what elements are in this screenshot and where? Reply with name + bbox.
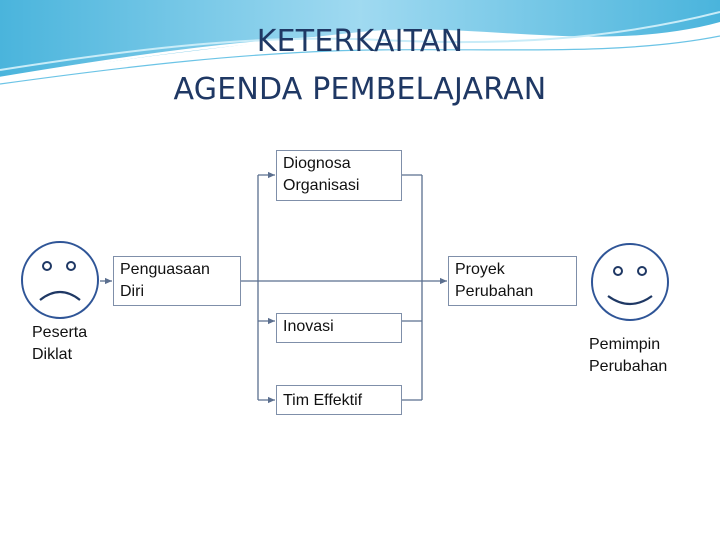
label-pemimpin-perubahan: Pemimpin Perubahan (589, 336, 668, 375)
node-diagnosa-organisasi: Diognosa Organisasi (276, 150, 402, 201)
node-inovasi: Inovasi (276, 313, 402, 343)
node-tim-effektif: Tim Effektif (276, 385, 402, 415)
node-penguasaan-diri: Penguasaan Diri (113, 256, 241, 306)
happy-face-icon (588, 240, 672, 324)
sad-face-icon (18, 238, 102, 322)
node-proyek-perubahan: Proyek Perubahan (448, 256, 577, 306)
title-line-2: AGENDA PEMBELAJARAN (173, 72, 547, 107)
title-line-1: KETERKAITAN (256, 24, 464, 59)
label-peserta-diklat: Peserta Diklat (32, 324, 88, 363)
